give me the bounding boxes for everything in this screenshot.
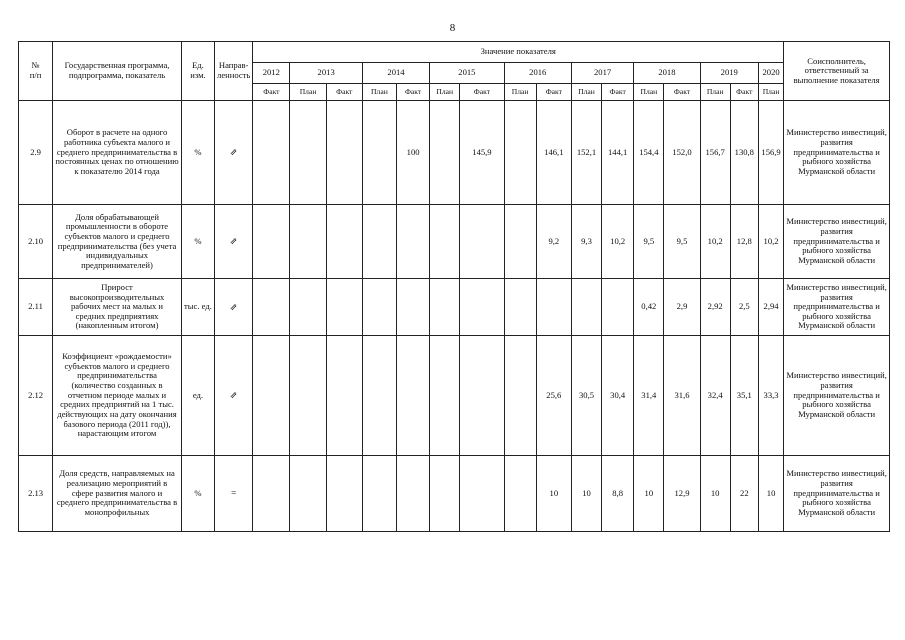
- value-cell: [397, 279, 430, 336]
- subheader-cell: Факт: [397, 84, 430, 101]
- value-cell: 100: [397, 101, 430, 205]
- value-cell: 130,8: [730, 101, 758, 205]
- value-cell: 32,4: [700, 336, 730, 456]
- value-cell: [504, 336, 536, 456]
- row-indicator-name: Прирост высокопроизводительных рабочих мест на малых и средних предприятиях (накопленным итогом): [53, 279, 182, 336]
- direction-equal-icon: =: [215, 456, 253, 532]
- value-cell: [504, 205, 536, 279]
- row-num: 2.10: [19, 205, 53, 279]
- value-cell: [571, 279, 601, 336]
- value-cell: 22: [730, 456, 758, 532]
- value-cell: 25,6: [536, 336, 571, 456]
- value-cell: [397, 205, 430, 279]
- value-cell: 156,9: [758, 101, 783, 205]
- value-cell: 9,5: [634, 205, 664, 279]
- value-cell: [460, 279, 504, 336]
- value-cell: 8,8: [602, 456, 634, 532]
- direction-up-icon: ⇗: [215, 205, 253, 279]
- subheader-cell: Факт: [460, 84, 504, 101]
- value-cell: [362, 336, 396, 456]
- row-unit: ед.: [181, 336, 214, 456]
- table-row: [19, 279, 890, 336]
- value-cell: 12,9: [664, 456, 700, 532]
- row-num: 2.13: [19, 456, 53, 532]
- value-cell: 156,7: [700, 101, 730, 205]
- header-direction: Направ- ленность: [215, 42, 253, 101]
- header-year-2018: 2018: [634, 63, 700, 84]
- row-responsible: Министерство инвестиций, развития предпринимательства и рыбного хозяйства Мурманской области: [784, 456, 890, 532]
- row-unit: %: [181, 456, 214, 532]
- header-year-2013: 2013: [290, 63, 362, 84]
- value-cell: [397, 456, 430, 532]
- value-cell: 10,2: [758, 205, 783, 279]
- value-cell: [253, 456, 290, 532]
- header-num: № п/п: [19, 42, 53, 101]
- value-cell: 10: [634, 456, 664, 532]
- value-cell: [326, 101, 362, 205]
- row-responsible: Министерство инвестиций, развития предпринимательства и рыбного хозяйства Мурманской области: [784, 205, 890, 279]
- header-year-2016: 2016: [504, 63, 571, 84]
- value-cell: [326, 456, 362, 532]
- subheader-cell: План: [430, 84, 460, 101]
- header-value-group: Значение показателя: [253, 42, 784, 63]
- value-cell: [290, 101, 326, 205]
- value-cell: 144,1: [602, 101, 634, 205]
- row-responsible: Министерство инвестиций, развития предпринимательства и рыбного хозяйства Мурманской области: [784, 336, 890, 456]
- value-cell: 31,4: [634, 336, 664, 456]
- value-cell: [253, 205, 290, 279]
- row-num: 2.11: [19, 279, 53, 336]
- value-cell: 0,42: [634, 279, 664, 336]
- value-cell: 9,5: [664, 205, 700, 279]
- row-indicator-name: Коэффициент «рождаемости» субъектов малого и среднего предпринимательства (количество созданных в отчетном периоде малых и средних предприятий на 1 тыс. действующих на дату окончания базового периода (2011 год)), нарастающим итогом: [53, 336, 182, 456]
- header-year-2015: 2015: [430, 63, 504, 84]
- subheader-cell: План: [504, 84, 536, 101]
- value-cell: [362, 279, 396, 336]
- header-year-2014: 2014: [362, 63, 429, 84]
- header-year-2020: 2020: [758, 63, 783, 84]
- value-cell: [430, 279, 460, 336]
- value-cell: 35,1: [730, 336, 758, 456]
- value-cell: 9,3: [571, 205, 601, 279]
- value-cell: 146,1: [536, 101, 571, 205]
- row-indicator-name: Доля обрабатывающей промышленности в обороте субъектов малого и среднего предпринимательства (без учета индивидуальных предпринимателей): [53, 205, 182, 279]
- value-cell: [326, 336, 362, 456]
- value-cell: 2,94: [758, 279, 783, 336]
- value-cell: [430, 456, 460, 532]
- value-cell: [536, 279, 571, 336]
- header-program: Государственная программа, подпрограмма, показатель: [53, 42, 182, 101]
- value-cell: 9,2: [536, 205, 571, 279]
- row-unit: тыс. ед.: [181, 279, 214, 336]
- subheader-cell: Факт: [664, 84, 700, 101]
- subheader-cell: План: [290, 84, 326, 101]
- value-cell: 31,6: [664, 336, 700, 456]
- value-cell: [290, 205, 326, 279]
- value-cell: [253, 101, 290, 205]
- page-number: 8: [449, 22, 456, 34]
- row-indicator-name: Доля средств, направляемых на реализацию мероприятий в сфере развития малого и среднего предпринимательства в монопрофильных: [53, 456, 182, 532]
- value-cell: [460, 205, 504, 279]
- subheader-cell: Факт: [730, 84, 758, 101]
- value-cell: [504, 101, 536, 205]
- value-cell: [460, 336, 504, 456]
- value-cell: 10,2: [700, 205, 730, 279]
- row-unit: %: [181, 205, 214, 279]
- row-unit: %: [181, 101, 214, 205]
- header-year-2017: 2017: [571, 63, 633, 84]
- subheader-cell: План: [634, 84, 664, 101]
- row-num: 2.9: [19, 101, 53, 205]
- value-cell: [362, 205, 396, 279]
- header-unit: Ед. изм.: [181, 42, 214, 101]
- subheader-cell: Факт: [326, 84, 362, 101]
- header-year-2012: 2012: [253, 63, 290, 84]
- value-cell: [326, 279, 362, 336]
- value-cell: 33,3: [758, 336, 783, 456]
- header-responsible: Соисполнитель, ответственный за выполнение показателя: [784, 42, 890, 101]
- direction-up-icon: ⇗: [215, 101, 253, 205]
- value-cell: 2,9: [664, 279, 700, 336]
- value-cell: 10: [758, 456, 783, 532]
- value-cell: 30,5: [571, 336, 601, 456]
- value-cell: 145,9: [460, 101, 504, 205]
- value-cell: 10: [571, 456, 601, 532]
- row-num: 2.12: [19, 336, 53, 456]
- value-cell: 10: [700, 456, 730, 532]
- indicators-table: [18, 41, 890, 532]
- direction-up-icon: ⇗: [215, 336, 253, 456]
- row-responsible: Министерство инвестиций, развития предпринимательства и рыбного хозяйства Мурманской области: [784, 279, 890, 336]
- value-cell: [430, 205, 460, 279]
- value-cell: 30,4: [602, 336, 634, 456]
- subheader-cell: План: [758, 84, 783, 101]
- value-cell: [602, 279, 634, 336]
- value-cell: [253, 279, 290, 336]
- row-responsible: Министерство инвестиций, развития предпринимательства и рыбного хозяйства Мурманской области: [784, 101, 890, 205]
- value-cell: [504, 279, 536, 336]
- value-cell: 2,5: [730, 279, 758, 336]
- value-cell: [430, 336, 460, 456]
- value-cell: [460, 456, 504, 532]
- value-cell: 154,4: [634, 101, 664, 205]
- value-cell: 10: [536, 456, 571, 532]
- subheader-cell: План: [362, 84, 396, 101]
- table-row: [19, 336, 890, 456]
- value-cell: 152,0: [664, 101, 700, 205]
- value-cell: [430, 101, 460, 205]
- subheader-cell: План: [700, 84, 730, 101]
- value-cell: [397, 336, 430, 456]
- value-cell: [253, 336, 290, 456]
- subheader-cell: План: [571, 84, 601, 101]
- table-row: [19, 101, 890, 205]
- direction-up-icon: ⇗: [215, 279, 253, 336]
- value-cell: [290, 336, 326, 456]
- value-cell: [326, 205, 362, 279]
- value-cell: 2,92: [700, 279, 730, 336]
- value-cell: 10,2: [602, 205, 634, 279]
- subheader-cell: Факт: [602, 84, 634, 101]
- table-row: [19, 456, 890, 532]
- subheader-cell: Факт: [253, 84, 290, 101]
- value-cell: 12,8: [730, 205, 758, 279]
- value-cell: [362, 101, 396, 205]
- header-year-2019: 2019: [700, 63, 758, 84]
- value-cell: [504, 456, 536, 532]
- value-cell: [290, 456, 326, 532]
- subheader-cell: Факт: [536, 84, 571, 101]
- value-cell: 152,1: [571, 101, 601, 205]
- table-row: [19, 205, 890, 279]
- row-indicator-name: Оборот в расчете на одного работника субъекта малого и среднего предпринимательства в постоянных ценах по отношению к показателю 2014 года: [53, 101, 182, 205]
- value-cell: [362, 456, 396, 532]
- value-cell: [290, 279, 326, 336]
